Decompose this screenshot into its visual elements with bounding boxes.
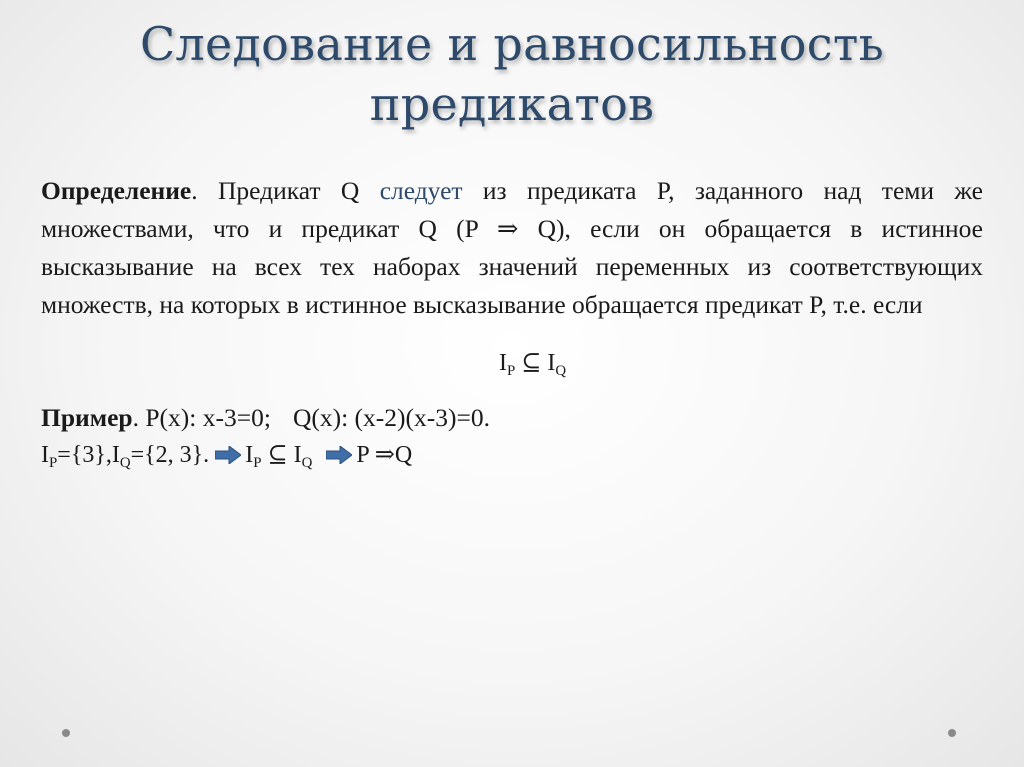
inclusion-condition bbox=[499, 348, 566, 378]
ip-set: $I_P=\{3\}$, bbox=[41, 442, 112, 472]
condition-i-q: $I_Q$ bbox=[547, 350, 567, 380]
corner-dot-left bbox=[62, 729, 70, 737]
example-q-definition: Q(x): (x-2)(x-3)=0. bbox=[292, 403, 491, 432]
definition-text-1: . Предикат Q bbox=[191, 176, 380, 205]
subset-symbol: ⊆ bbox=[521, 350, 542, 376]
example-line-1 bbox=[41, 401, 490, 435]
example-inclusion: $I_P$ ⊆ $I_Q$ bbox=[245, 442, 313, 472]
right-arrow-icon bbox=[215, 446, 241, 464]
example-p-definition: . P(x): x-3=0; bbox=[132, 403, 271, 432]
example-conclusion: P ⇒Q bbox=[356, 442, 413, 468]
title-line-1: Следование и равносильность bbox=[140, 17, 884, 71]
slide-title bbox=[0, 14, 1024, 134]
condition-i-p: $I_P$ bbox=[499, 350, 516, 380]
definition-text-2: из предиката P, заданного над теми же множествами, что и предикат Q (P ⇒ Q), если он обращается в истинное высказывание на всех тех наборах значений переменных из соответствующих множеств, на которых в истинное высказывание обращается предикат P, т.е. если bbox=[41, 176, 984, 319]
example-line-2 bbox=[41, 438, 412, 472]
corner-dot-right bbox=[948, 729, 956, 737]
definition-label: Определение bbox=[41, 176, 192, 205]
right-arrow-icon bbox=[326, 446, 352, 464]
example-label: Пример bbox=[41, 403, 133, 432]
definition-paragraph bbox=[41, 172, 983, 324]
iq-set: $I_Q=\{2$, 3}. bbox=[111, 442, 210, 472]
title-line-2: предикатов bbox=[369, 77, 655, 131]
definition-highlight: следует bbox=[379, 176, 463, 205]
